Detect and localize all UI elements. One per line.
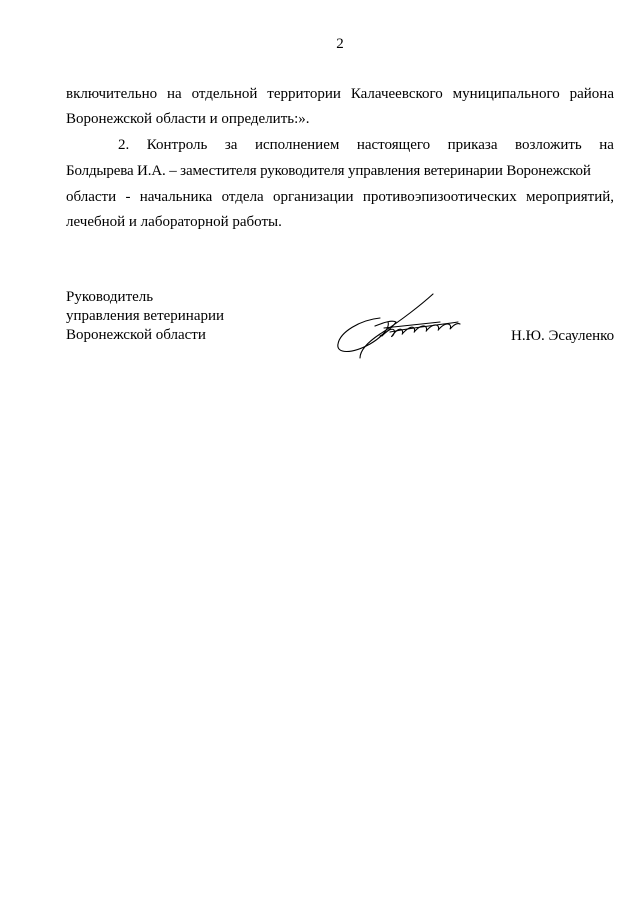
paragraph2-line4: лечебной и лабораторной работы. [66, 214, 282, 230]
word: Калачеевского [350, 86, 443, 102]
signer-title [66, 288, 224, 345]
word: за [224, 137, 238, 153]
handwritten-signature-icon [330, 292, 465, 362]
word: муниципального [452, 86, 560, 102]
word: на [167, 86, 182, 102]
signer-title-line: управления ветеринарии [66, 308, 225, 324]
page-number: 2 [336, 36, 344, 52]
word: - [125, 189, 131, 205]
word: настоящего [356, 137, 431, 153]
word: возложить [514, 137, 582, 153]
word: отдела [221, 189, 264, 205]
word: приказа [447, 137, 498, 153]
word: включительно [66, 86, 158, 102]
word: 2. [118, 137, 130, 153]
word: начальника [139, 189, 213, 205]
word: организации [273, 189, 354, 205]
word: мероприятий, [526, 189, 614, 205]
paragraph2-line2: Болдырева И.А. – заместителя руководителя управления ветеринарии Воронежской [66, 163, 591, 179]
signer-name: Н.Ю. Эсауленко [511, 328, 615, 344]
word: отдельной [191, 86, 258, 102]
paragraph1-line2: Воронежской области и определить:». [66, 111, 310, 127]
word: территории [267, 86, 341, 102]
signer-title-line: Руководитель [66, 289, 154, 305]
paragraph1-line1 [66, 85, 614, 103]
word: исполнением [254, 137, 340, 153]
word: района [569, 86, 614, 102]
word: противоэпизоотических [362, 189, 517, 205]
word: области [66, 189, 117, 205]
word: Контроль [146, 137, 208, 153]
signer-title-line: Воронежской области [66, 327, 206, 343]
paragraph2-line1 [118, 136, 614, 154]
paragraph2-line3 [66, 188, 614, 206]
word: на [599, 137, 614, 153]
